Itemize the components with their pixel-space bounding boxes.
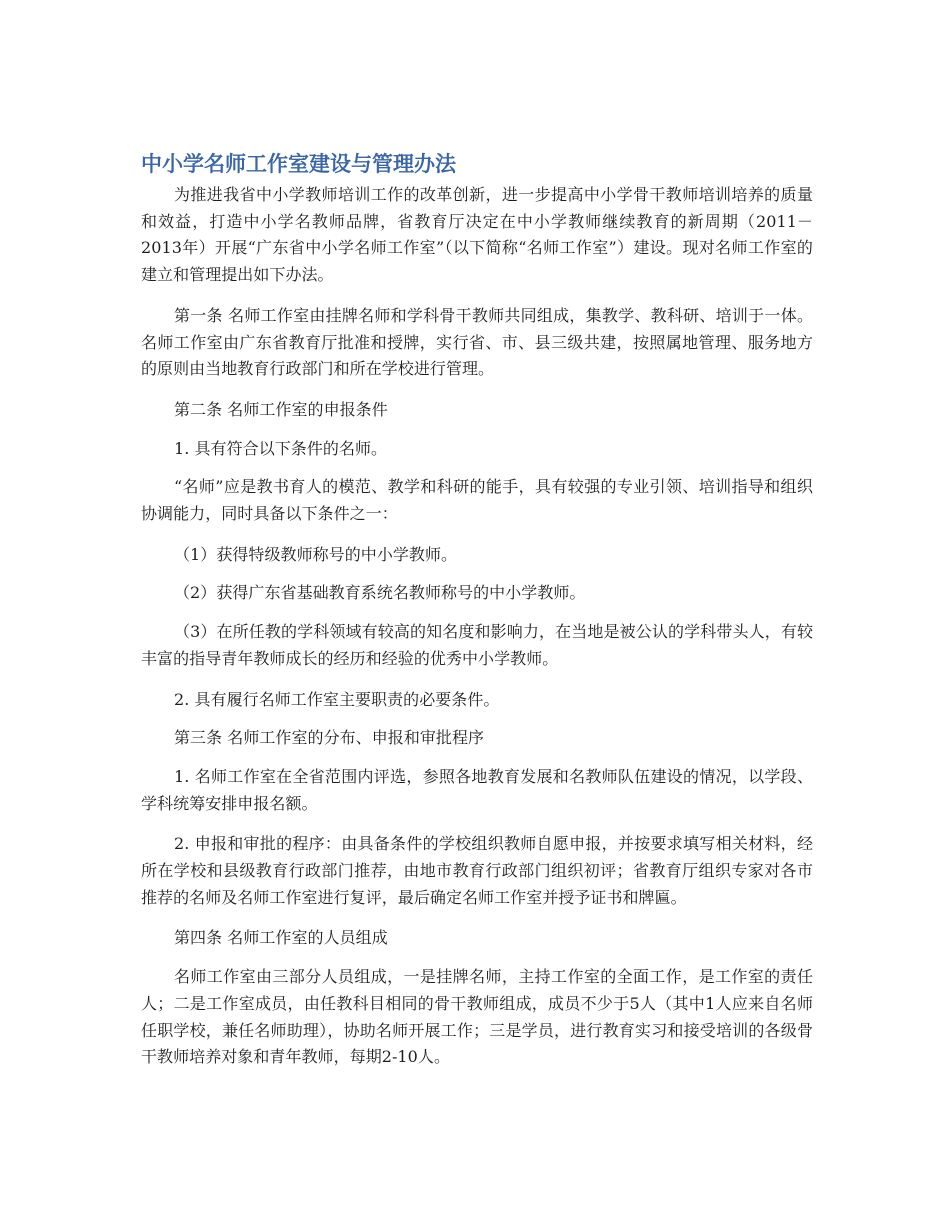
intro-paragraph: 为推进我省中小学教师培训工作的改革创新，进一步提高中小学骨干教师培训培养的质量和效益，打造中小学名教师品牌，省教育厅决定在中小学教师继续教育的新周期（2011－2013年）开展“广东省中小学名师工作室”（以下简称“名师工作室”）建设。现对名师工作室的建立和管理提出如下办法。: [141, 185, 813, 285]
condition-3: （3）在所任教的学科领域有较高的知名度和影响力，在当地是被公认的学科带头人，有较丰富的指导青年教师成长的经历和经验的优秀中小学教师。: [141, 622, 813, 668]
article-4-heading: 第四条 名师工作室的人员组成: [174, 928, 388, 948]
article-2-item-2: 2. 具有履行名师工作室主要职责的必要条件。: [174, 689, 500, 709]
document-title: 中小学名师工作室建设与管理办法: [141, 152, 456, 176]
famous-teacher-definition: “名师”应是教书育人的模范、教学和科研的能手，具有较强的专业引领、培训指导和组织协调能力，同时具备以下条件之一：: [141, 477, 813, 524]
article-2-item-1: 1. 具有符合以下条件的名师。: [174, 438, 388, 458]
document-body: [141, 150, 813, 1085]
article-3-item-1: 1. 名师工作室在全省范围内评选，参照各地教育发展和名教师队伍建设的情况，以学段、学科统筹安排申报名额。: [141, 766, 813, 813]
article-2-heading: 第二条 名师工作室的申报条件: [174, 399, 388, 419]
article-3-item-2: 2. 申报和审批的程序：由具备条件的学校组织教师自愿申报，并按要求填写相关材料，经所在学校和县级教育行政部门推荐，由地市教育行政部门组织初评；省教育厅组织专家对各市推荐的名师及名师工作室进行复评，最后确定名师工作室并授予证书和牌匾。: [141, 834, 813, 907]
article-1-paragraph: 第一条 名师工作室由挂牌名师和学科骨干教师共同组成，集教学、教科研、培训于一体。名师工作室由广东省教育厅批准和授牌，实行省、市、县三级共建，按照属地管理、服务地方的原则由当地教育行政部门和所在学校进行管理。: [141, 305, 813, 379]
condition-2: （2）获得广东省基础教育系统名教师称号的中小学教师。: [174, 583, 586, 603]
article-3-heading: 第三条 名师工作室的分布、申报和审批程序: [174, 728, 485, 748]
condition-1: （1）获得特级教师称号的中小学教师。: [174, 544, 458, 564]
article-4-paragraph: 名师工作室由三部分人员组成，一是挂牌名师，主持工作室的全面工作，是工作室的责任人；二是工作室成员，由任教科目相同的骨干教师组成，成员不少于5人（其中1人应来自名师任职学校，兼任名师助理），协助名师开展工作；三是学员，进行教育实习和接受培训的各级骨干教师培养对象和青年教师，每期2-10人。: [141, 967, 813, 1067]
